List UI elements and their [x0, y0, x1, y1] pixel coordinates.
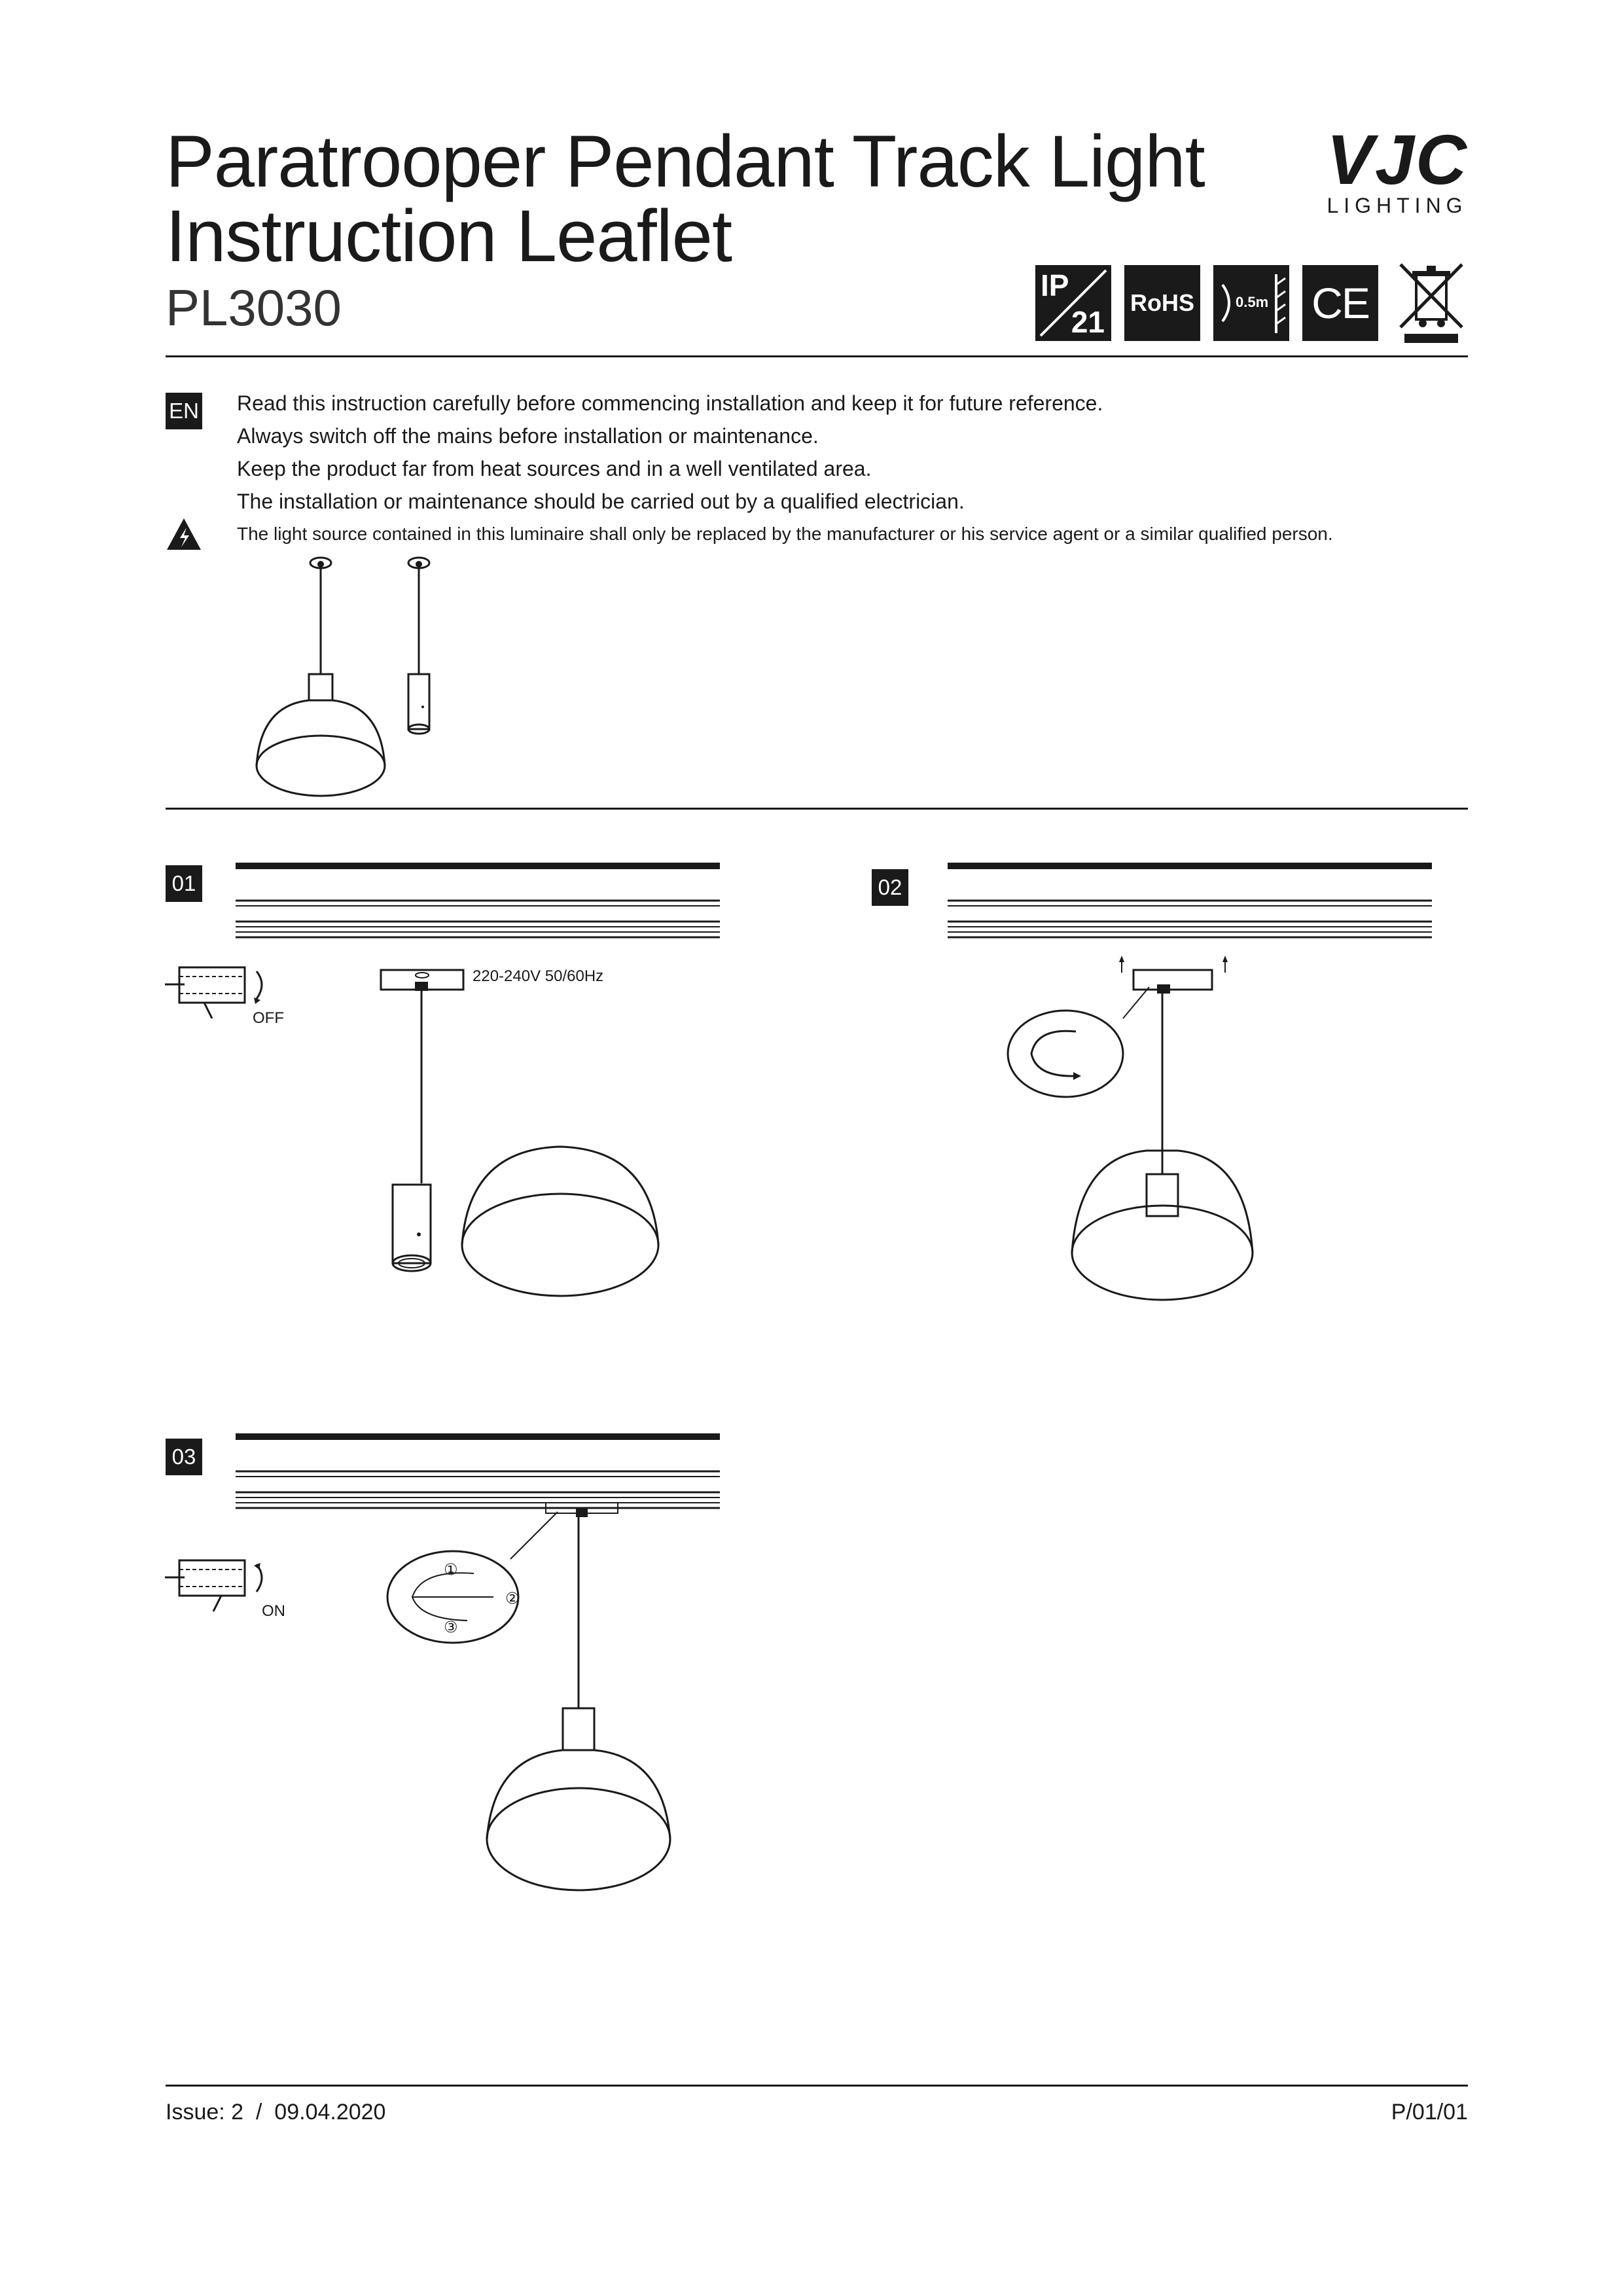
distance-label: 0.5m — [1236, 294, 1269, 310]
warning-text: The light source contained in this luminaire shall only be replaced by the manufacturer or his service agent or a similar qualified person. — [237, 524, 1333, 544]
instruction-line-3: Keep the product far from heat sources and in a well ventilated area. — [237, 457, 872, 480]
step-01-cylinder — [390, 1182, 442, 1280]
instructions-divider — [166, 808, 1468, 810]
document-title — [166, 120, 1205, 277]
rohs-icon — [1124, 265, 1200, 341]
step-03-switch-label: ON — [262, 1602, 285, 1620]
step-03-tag: 03 — [166, 1439, 202, 1475]
footer-divider — [166, 2085, 1468, 2087]
ip-label: IP — [1041, 268, 1069, 302]
instruction-line-4: The installation or maintenance should be carried out by a qualified electrician. — [237, 490, 965, 513]
title-line-2: Instruction Leaflet — [166, 195, 732, 277]
step-03-pendant — [482, 1512, 678, 1931]
ip-value: 21 — [1071, 305, 1105, 339]
step-01-dome-shade — [455, 1143, 665, 1313]
weee-bin-icon — [1395, 260, 1467, 346]
step-01-tag: 01 — [166, 865, 202, 902]
logo-sub: LIGHTING — [1327, 194, 1468, 217]
model-number: PL3030 — [166, 279, 342, 336]
step-03-mark-2: ② — [505, 1590, 520, 1607]
step-02-track — [948, 863, 1432, 948]
step-02-tag: 02 — [872, 869, 908, 906]
title-line-1: Paratrooper Pendant Track Light — [166, 120, 1205, 202]
ce-mark-icon — [1302, 265, 1378, 341]
step-03-mark-3: ③ — [444, 1619, 458, 1636]
step-01-voltage: 220-240V 50/60Hz — [473, 967, 604, 985]
issue-date: Issue: 2 / 09.04.2020 — [166, 2100, 386, 2125]
distance-icon — [1213, 265, 1289, 341]
rohs-label: RoHS — [1130, 289, 1194, 316]
instruction-line-1: Read this instruction carefully before commencing installation and keep it for future reference. — [237, 391, 1103, 415]
ip-rating-icon — [1035, 265, 1111, 341]
page-number: P/01/01 — [1391, 2100, 1468, 2125]
header-divider — [166, 355, 1468, 357]
warning-icon — [166, 517, 202, 551]
step-02-pendant — [1069, 987, 1266, 1262]
product-illustration — [249, 550, 484, 812]
step-01-track — [236, 863, 720, 948]
language-tag: EN — [166, 393, 202, 429]
step-01-switch-label: OFF — [253, 1009, 284, 1027]
logo-brand: VJC — [1326, 120, 1469, 199]
ce-label: CE — [1311, 279, 1369, 327]
brand-logo — [1325, 120, 1469, 217]
step-03-mark-1: ① — [444, 1561, 458, 1579]
instruction-line-2: Always switch off the mains before installation or maintenance. — [237, 424, 819, 448]
cylinder-pendant-drawing — [408, 558, 429, 734]
dome-pendant-drawing — [257, 558, 385, 796]
